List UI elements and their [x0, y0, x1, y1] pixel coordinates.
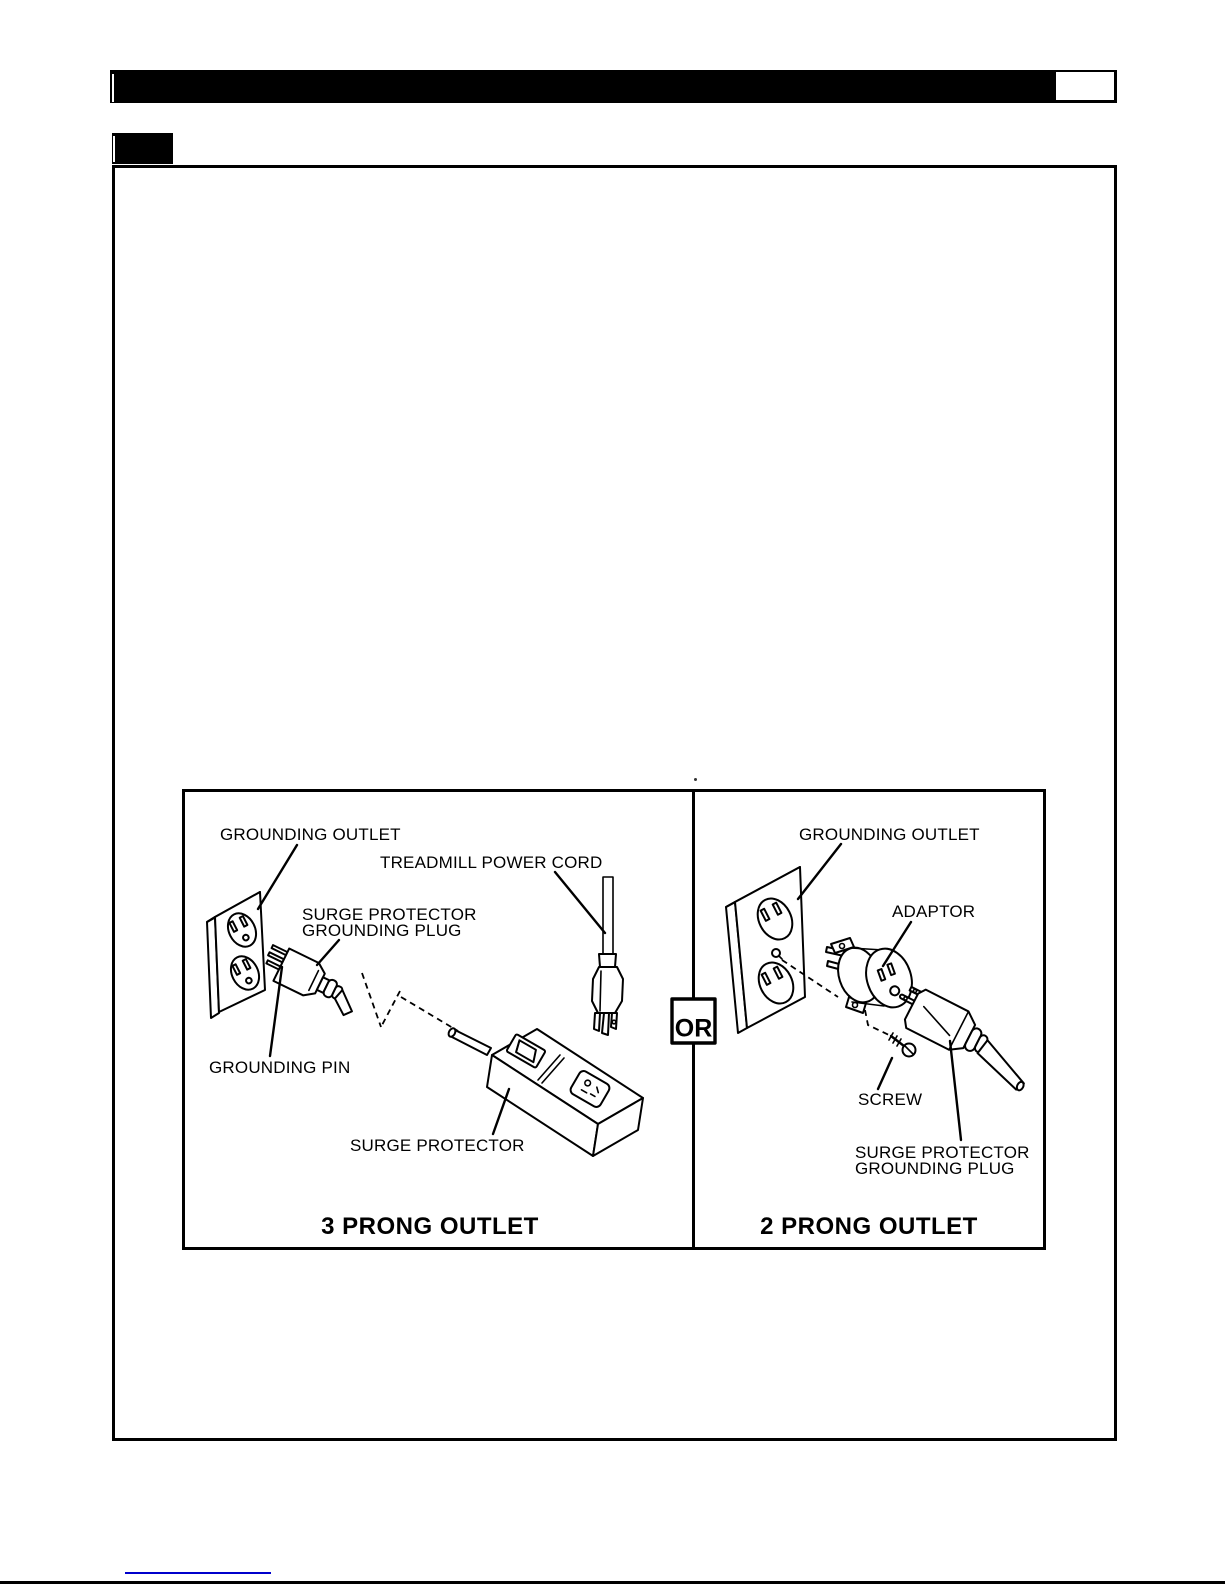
- or-box: [672, 999, 715, 1043]
- label-surge-plug-line2: GROUNDING PLUG: [855, 1159, 1015, 1178]
- label-surge-plug-line1: SURGE PROTECTOR: [302, 905, 477, 924]
- pointer-line: [555, 872, 605, 933]
- label-adaptor: ADAPTOR: [892, 902, 976, 921]
- label-surge-plug-line1: SURGE PROTECTOR: [855, 1143, 1030, 1162]
- grounding-outlet-drawing: [726, 867, 805, 1033]
- label-grounding-pin: GROUNDING PIN: [209, 1058, 351, 1077]
- footer-link-underline[interactable]: [125, 1572, 271, 1574]
- pointer-line: [258, 845, 297, 909]
- label-treadmill-power-cord: TREADMILL POWER CORD: [380, 853, 603, 872]
- left-panel-drawing: [207, 825, 643, 1240]
- treadmill-cord-drawing: [592, 877, 623, 1035]
- right-panel-title: 2 PRONG OUTLET: [760, 1213, 978, 1240]
- grounding-diagram: [182, 789, 1046, 1250]
- adaptor-drawing: [826, 938, 919, 1013]
- pointer-line: [950, 1041, 961, 1140]
- surge-plug-drawing: [259, 941, 365, 1017]
- header-bar: [110, 70, 1117, 103]
- label-surge-protector: SURGE PROTECTOR: [350, 1136, 525, 1155]
- scan-artifact-sliver: [112, 74, 114, 102]
- stray-mark-dot: [694, 778, 697, 781]
- dashed-guide-line: [401, 997, 458, 1031]
- screw-drawing: [889, 1033, 916, 1057]
- section-marker-box: [112, 133, 173, 164]
- label-surge-plug-line2: GROUNDING PLUG: [302, 921, 462, 940]
- left-panel-title: 3 PRONG OUTLET: [321, 1213, 539, 1240]
- label-screw: SCREW: [858, 1090, 923, 1109]
- dashed-guide-line: [865, 1010, 889, 1035]
- footer-rule: [0, 1581, 1225, 1584]
- right-panel-drawing: [726, 825, 1042, 1240]
- or-label: OR: [674, 1014, 713, 1043]
- scan-artifact-sliver: [113, 136, 115, 162]
- dashed-arrow: [381, 991, 400, 1027]
- surge-plug-drawing: [886, 981, 1042, 1092]
- label-grounding-outlet: GROUNDING OUTLET: [799, 825, 980, 844]
- pointer-line: [798, 844, 841, 899]
- pointer-line: [878, 1058, 892, 1089]
- grounding-outlet-drawing: [207, 892, 265, 1018]
- page-number-box: [1056, 72, 1114, 100]
- dashed-arrow: [362, 973, 381, 1027]
- pointer-line: [317, 940, 339, 965]
- label-grounding-outlet: GROUNDING OUTLET: [220, 825, 401, 844]
